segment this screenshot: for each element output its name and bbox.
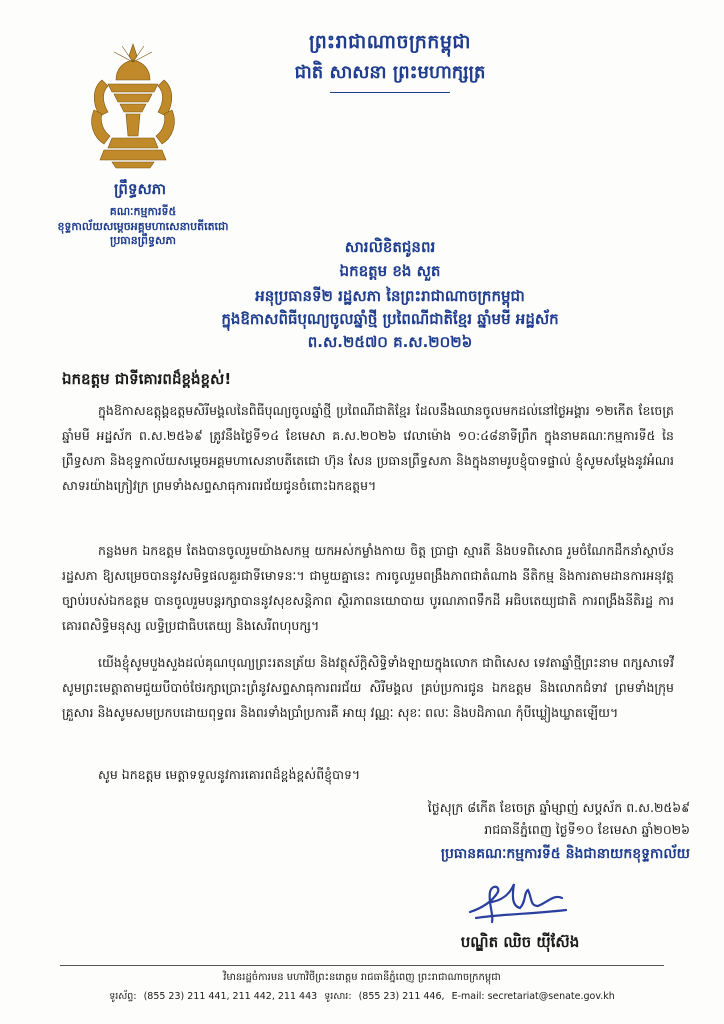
paragraph-4 [62,762,674,787]
paragraph-3 [62,650,674,725]
royal-emblem-icon [82,40,184,172]
phone-label: ទូរស័ព្ទ: [109,991,137,1002]
footer-divider [60,965,664,966]
sender-commission: គណៈកម្មការទី៥ [109,205,177,218]
header-divider [330,92,450,93]
lunar-date: ថ្ងៃសុក្រ ៨កើត ខែចេត្រ ឆ្នាំម្សាញ់ សប្តស័ក ព.ស.២៥៦៩ [427,800,690,815]
sender-office: ខុទ្ទកាល័យសម្តេចអគ្គមហាសេនាបតីតេជោ [57,220,229,233]
paragraph-2-text: កន្លងមក ឯកឧត្តម តែងបានចូលរួមយ៉ាងសកម្ម យកអស់កម្លាំងកាយ ចិត្ត ប្រាជ្ញា ស្មារតី និងបទពិសោធ រួមចំណែកដឹកនាំស្ថាប័នរដ្ឋសភា ឱ្យសម្រេចបាននូវសមិទ្ធផលគួរជាទីមោទនៈ។ ជាមួយគ្នានេះ ការចូលរួមពង្រឹងភាពជាតំណាង នីតិកម្ម និងការតាមដានការអនុវត្តច្បាប់របស់ឯកឧត្តម បានចូលរួមបន្តរក្សាបាននូវសុខសន្តិភាព ស្ថិរភាពនយោបាយ បូរណភាពទឹកដី អធិបតេយ្យជាតិ ការពង្រឹងនីតិរដ្ឋ ការគោរពសិទ្ធិមនុស្ស លទ្ធិប្រជាធិបតេយ្យ និងសេរីពហុបក្ស។ [62,543,674,633]
subject-line-3: អនុប្រធានទី២ រដ្ឋសភា នៃព្រះរាជាណាចក្រកម្ពុជា [255,287,525,305]
signer-name: បណ្ឌិត ឈិច យ៉ីស៊ែង [460,933,580,951]
paragraph-1 [62,398,674,498]
signer-title: ប្រធានគណៈកម្មការទី៥ និងជានាយកខុទ្ទកាល័យ [440,846,690,862]
subject-line-4: ក្នុងឱកាសពិធីបុណ្យចូលឆ្នាំថ្មី ប្រពៃណីជាតិខ្មែរ ឆ្នាំមមី អដ្ឋស័ក [221,310,559,328]
kingdom-title: ព្រះរាជាណាចក្រកម្ពុជា [309,31,471,53]
paragraph-2 [62,538,674,638]
footer-contacts [0,990,724,1004]
sender-chair: ប្រធានព្រឹទ្ធសភា [110,234,176,247]
paragraph-4-text: សូម ឯកឧត្តម មេត្តាទទួលនូវការគោរពដ៏ខ្ពង់ខ្ពស់ពីខ្ញុំបាទ។ [98,767,361,782]
subject-line-2: ឯកឧត្តម ខង សួត [339,262,441,280]
fax-label: ទូរសារ: [324,991,352,1002]
handwritten-signature [462,872,572,928]
place-date: រាជធានីភ្នំពេញ ថ្ងៃទី១០ ខែមេសា ឆ្នាំ២០២៦ [484,822,690,837]
sender-institution: ព្រឹទ្ធសភា [113,180,167,198]
paragraph-1-text: ក្នុងឱកាសឧត្តុង្គឧត្តមសិរីមង្គលនៃពិធីបុណ្យចូលឆ្នាំថ្មី ប្រពៃណីជាតិខ្មែរ ដែលនឹងឈានចូលមកដល់នៅថ្ងៃអង្គារ ១២កើត ខែចេត្រ ឆ្នាំមមី អដ្ឋស័ក ព.ស.២៥៦៩ ត្រូវនឹងថ្ងៃទី១៤ ខែមេសា គ.ស.២០២៦ វេលាម៉ោង ១០:៤៨នាទីព្រឹក ក្នុងនាមគណៈកម្មការទី៥ នៃព្រឹទ្ធសភា និងខុទ្ទកាល័យសម្តេចអគ្គមហាសេនាបតីតេជោ ហ៊ុន សែន ប្រធានព្រឹទ្ធសភា និងក្នុងនាមរូបខ្ញុំបាទផ្ទាល់ ខ្ញុំសូមសម្តែងនូវអំណរសាទរយ៉ាងក្រៀវក្រ ព្រមទាំងសព្ទសាធុការពរជ័យជូនចំពោះឯកឧត្តម។ [62,403,674,493]
email-address: E-mail: secretariat@senate.gov.kh [451,991,615,1002]
subject-line-1: សារលិខិតជូនពរ [344,238,436,256]
footer-address: វិមានរដ្ឋចំការមន មហាវិថីព្រះនរោត្តម រាជធានីភ្នំពេញ ព្រះរាជាណាចក្រកម្ពុជា [223,972,501,983]
salutation: ឯកឧត្តម ជាទីគោរពដ៏ខ្ពង់ខ្ពស់! [62,370,232,388]
paragraph-3-text: យើងខ្ញុំសូមបួងសួងដល់គុណបុណ្យព្រះរតនត្រ័យ និងវត្ថុស័ក្តិសិទ្ធិទាំងឡាយក្នុងលោក ជាពិសេស ទេវតាឆ្នាំថ្មីព្រះនាម ពក្សសាទេវី សូមព្រះមេត្តាតាមជួយបីបាច់ថែរក្សាប្រោះព្រំនូវសព្ទសាធុការពរជ័យ សិរីមង្គល គ្រប់ប្រការជូន ឯកឧត្តម និងលោកជំទាវ ព្រមទាំងក្រុមគ្រួសារ និងសូមសមប្រកបដោយពុទ្ធពរ និងពរទាំងប្រាំប្រការគឺ អាយុ វណ្ណៈ សុខៈ ពលៈ និងបដិភាណ កុំបីឃ្លៀងឃ្លាតឡើយ។ [62,655,674,720]
national-motto: ជាតិ សាសនា ព្រះមហាក្សត្រ [294,62,486,83]
phone-numbers: (855 23) 211 441, 211 442, 211 443 [143,991,318,1002]
fax-number: (855 23) 211 446, [358,991,445,1002]
subject-line-5: ព.ស.២៥៧០ គ.ស.២០២៦ [307,333,473,351]
